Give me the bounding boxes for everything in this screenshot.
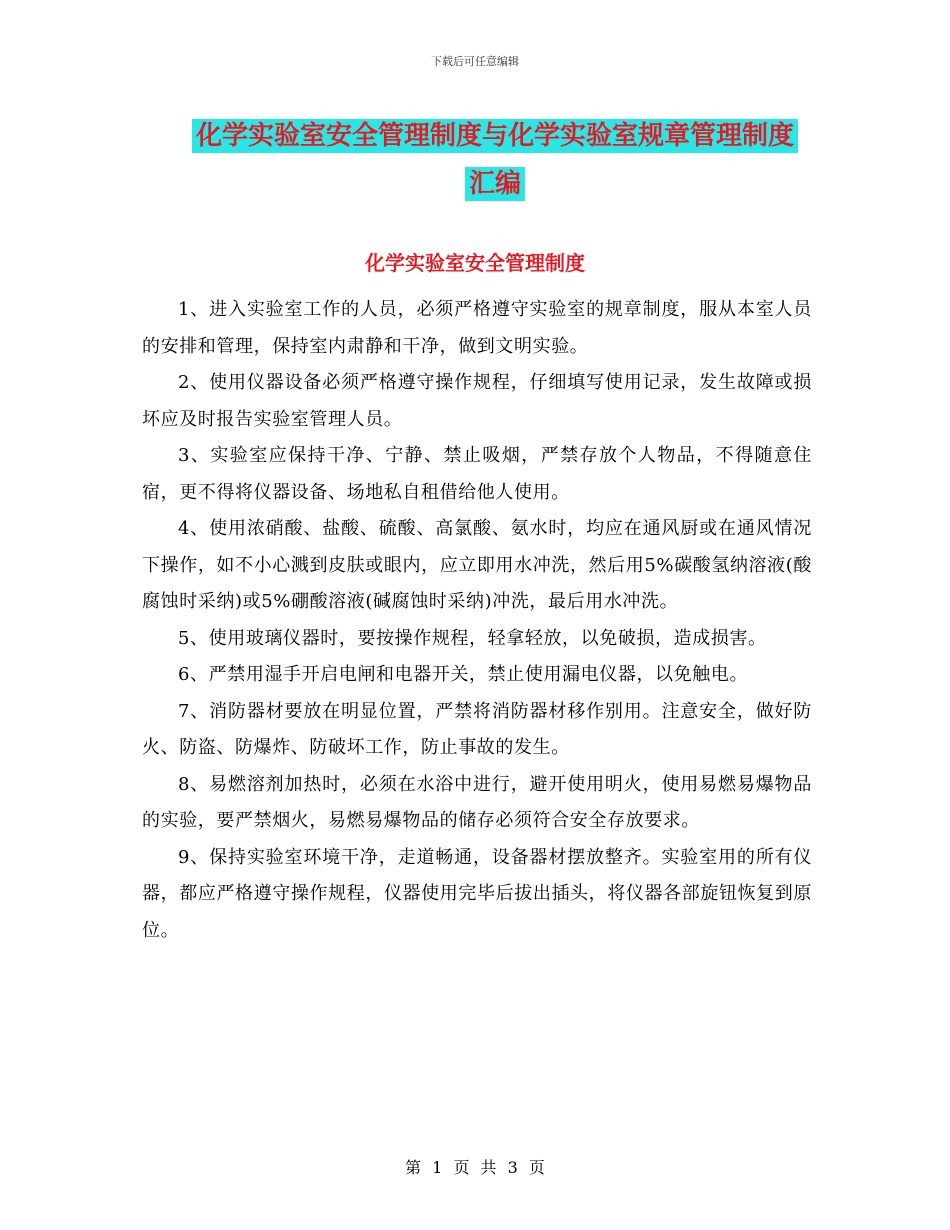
header-note: 下载后可任意编辑 — [431, 55, 519, 68]
paragraph-5: 5、使用玻璃仪器时，要按操作规程，轻拿轻放，以免破损，造成损害。 — [178, 627, 767, 649]
paragraph-3: 3、实验室应保持干净、宁静、禁止吸烟，严禁存放个人物品，不得随意住宿，更不得将仪器设备、场地私自租借给他人使用。 — [142, 445, 812, 503]
paragraph-6: 6、严禁用湿手开启电闸和电器开关，禁止使用漏电仪器，以免触电。 — [178, 664, 749, 685]
paragraph-7: 7、消防器材要放在明显位置，严禁将消防器材移作别用。注意安全，做好防火、防盗、防爆炸、防破坏工作，防止事故的发生。 — [142, 700, 812, 758]
section-title: 化学实验室安全管理制度 — [365, 251, 585, 275]
document-title — [170, 112, 820, 208]
paragraph-2: 2、使用仪器设备必须严格遵守操作规程，仔细填写使用记录，发生故障或损坏应及时报告实验室管理人员。 — [142, 372, 812, 430]
title-line-2: 汇编 — [465, 167, 525, 201]
paragraph-1: 1、进入实验室工作的人员，必须严格遵守实验室的规章制度，服从本室人员的安排和管理，保持室内肃静和干净，做到文明实验。 — [142, 299, 812, 357]
paragraph-4: 4、使用浓硝酸、盐酸、硫酸、高氯酸、氨水时，均应在通风厨或在通风情况下操作，如不小心溅到皮肤或眼内，应立即用水冲洗，然后用5%碳酸氢纳溶液(酸腐蚀时采纳)或5%硼酸溶液(碱腐蚀时采纳)冲洗，最后用水冲洗。 — [142, 518, 812, 612]
paragraph-8: 8、易燃溶剂加热时，必须在水浴中进行，避开使用明火，使用易燃易爆物品的实验，要严禁烟火，易燃易爆物品的储存必须符合安全存放要求。 — [142, 773, 812, 831]
body-text — [142, 292, 812, 949]
page-footer: 第 1 页 共 3 页 — [405, 1158, 545, 1177]
paragraph-9: 9、保持实验室环境干净，走道畅通，设备器材摆放整齐。实验室用的所有仪器，都应严格遵守操作规程，仪器使用完毕后拔出插头，将仪器各部旋钮恢复到原位。 — [142, 846, 812, 941]
title-line-1: 化学实验室安全管理制度与化学实验室规章管理制度 — [192, 119, 798, 153]
